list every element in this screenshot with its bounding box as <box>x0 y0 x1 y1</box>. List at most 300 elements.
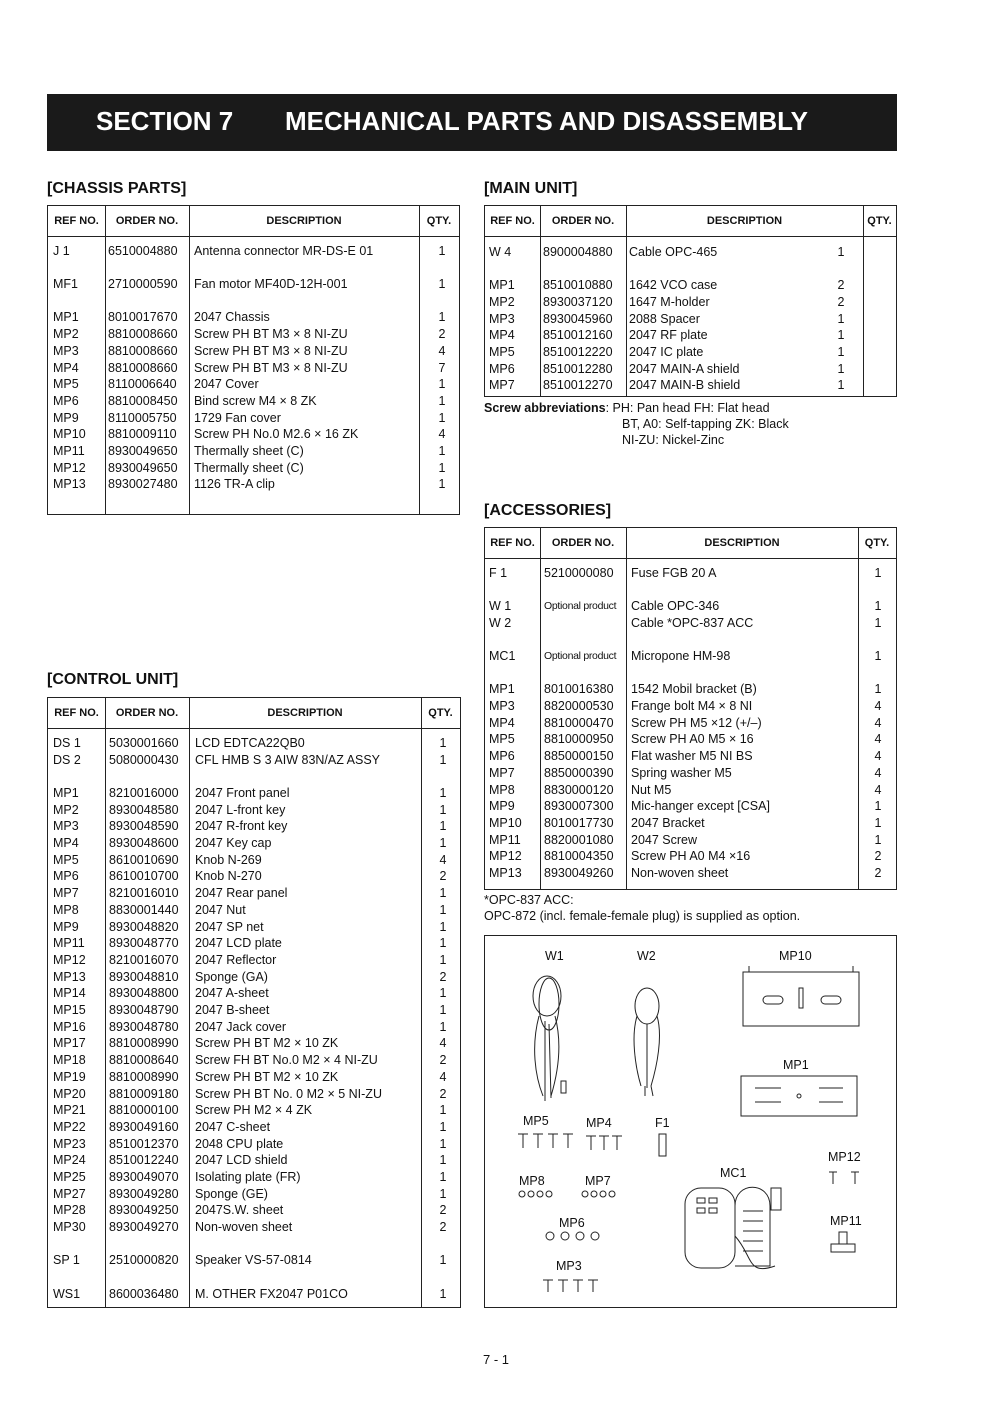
label-mp12: MP12 <box>828 1150 861 1164</box>
cell-qty: 4 <box>439 1036 447 1051</box>
table-row <box>48 426 459 443</box>
cell-ref: MP12 <box>53 952 86 967</box>
opc-note-line1: *OPC-837 ACC: <box>484 893 574 907</box>
cell-order: 8930048770 <box>109 936 179 951</box>
cell-order: 8930048580 <box>109 802 179 817</box>
washers-mp6-icon <box>546 1232 599 1240</box>
cell-order: 8930048600 <box>109 836 179 850</box>
cell-desc: Cable OPC-465 <box>629 245 718 259</box>
cell-desc: 2047 B-sheet <box>195 1003 270 1017</box>
cell-qty: 4 <box>874 732 882 747</box>
cell-desc: Thermally sheet (C) <box>194 460 304 475</box>
cell-order: 8930049260 <box>544 866 614 880</box>
cell-ref: MP1 <box>53 785 79 800</box>
cell-desc: 2047 Reflector <box>195 952 277 967</box>
cell-order: 8930048780 <box>109 1019 179 1034</box>
cell-desc: 1729 Fan cover <box>194 410 281 425</box>
cell-qty: 1 <box>438 460 446 475</box>
cell-qty: 1 <box>439 986 447 1001</box>
cell-order: 8510012240 <box>109 1153 179 1168</box>
label-mp3: MP3 <box>556 1259 582 1273</box>
cell-ref: MP16 <box>53 1019 86 1034</box>
cell-qty: 1 <box>438 244 446 258</box>
header-desc: DESCRIPTION <box>704 537 780 549</box>
cell-order: 8610010700 <box>109 869 179 884</box>
cell-ref: MP7 <box>489 378 515 393</box>
table-row <box>48 802 460 819</box>
cell-ref: MP6 <box>489 749 515 764</box>
table-row <box>48 393 459 410</box>
cell-qty: 1 <box>439 1286 447 1301</box>
chassis-parts-table <box>47 205 460 515</box>
cell-desc: 2047 LCD plate <box>195 936 282 951</box>
label-mp10: MP10 <box>779 949 812 963</box>
cell-desc: M. OTHER FX2047 P01CO <box>195 1286 348 1301</box>
table-row <box>485 782 896 799</box>
accessories-illustration <box>484 935 897 1308</box>
cell-ref: MP4 <box>53 360 79 375</box>
table-row <box>485 865 896 882</box>
table-row <box>48 985 460 1002</box>
cell-ref: MP8 <box>489 782 515 797</box>
cell-qty: 1 <box>874 599 882 614</box>
table-row <box>48 852 460 869</box>
cell-ref: W 1 <box>489 599 512 614</box>
table-row <box>485 815 896 832</box>
table-row <box>48 343 459 360</box>
cell-desc: LCD EDTCA22QB0 <box>195 736 305 750</box>
cell-qty: 4 <box>874 749 882 764</box>
cell-desc: 2047 Screw <box>631 832 698 847</box>
table-row <box>48 752 460 769</box>
cell-qty: 2 <box>837 278 845 293</box>
cell-ref: MP10 <box>53 427 86 442</box>
cell-order: 8900004880 <box>543 245 613 259</box>
cell-ref: MP5 <box>53 852 79 867</box>
screws-mp4-icon <box>586 1136 622 1150</box>
cell-qty: 1 <box>439 819 447 834</box>
cell-order: 8210016000 <box>109 785 179 800</box>
label-mp8: MP8 <box>519 1174 545 1188</box>
cell-order: 2510000820 <box>109 1253 179 1268</box>
table-row <box>48 1186 460 1203</box>
label-mp1: MP1 <box>783 1058 809 1072</box>
cell-order: 8810004350 <box>544 849 614 864</box>
cell-desc: 2047 MAIN-B shield <box>629 378 741 393</box>
header-ref: REF NO. <box>490 215 535 227</box>
header-qty: QTY. <box>867 215 892 227</box>
cell-desc: Speaker VS-57-0814 <box>195 1253 312 1268</box>
table-row <box>485 327 896 344</box>
header-order: ORDER NO. <box>115 707 179 719</box>
cell-qty: 1 <box>439 1186 447 1201</box>
cell-qty: 1 <box>837 345 845 359</box>
cell-qty: 1 <box>439 1170 447 1184</box>
screws-mp5-icon <box>518 1134 573 1148</box>
cell-ref: MP5 <box>489 345 515 359</box>
header-ref: REF NO. <box>54 707 99 719</box>
cell-qty: 4 <box>874 715 882 730</box>
table-row <box>48 1169 460 1186</box>
header-order: ORDER NO. <box>551 537 615 549</box>
cell-qty: 4 <box>439 1069 447 1084</box>
cell-ref: MP8 <box>53 902 79 917</box>
bracket-mp10-icon <box>743 966 859 1026</box>
table-row <box>48 443 459 460</box>
cell-ref: MP6 <box>53 869 79 884</box>
cell-desc: 2047 Bracket <box>631 815 705 830</box>
main-unit-heading: [MAIN UNIT] <box>484 180 578 197</box>
table-row <box>48 1052 460 1069</box>
cell-order: 8810008660 <box>108 343 178 358</box>
cell-desc: 1126 TR-A clip <box>194 477 275 492</box>
bracket-mp1-icon <box>741 1076 857 1116</box>
table-row <box>485 648 896 665</box>
cell-order: 8210016070 <box>109 952 179 967</box>
table-row <box>48 952 460 969</box>
cell-order: 8810009180 <box>109 1086 179 1101</box>
table-row <box>48 360 459 377</box>
screw-abbr-label: Screw abbreviations <box>484 401 606 415</box>
cell-qty: 1 <box>874 832 882 847</box>
cell-ref: MP2 <box>53 802 79 817</box>
cell-ref: W 2 <box>489 615 512 630</box>
screw-abbreviations <box>484 400 770 416</box>
cell-order: 8930048810 <box>109 969 179 984</box>
cell-qty: 1 <box>438 377 446 392</box>
label-f1: F1 <box>655 1116 670 1130</box>
cell-ref: MP3 <box>53 819 79 834</box>
cell-desc: 2047 C-sheet <box>195 1119 271 1134</box>
cell-ref: MP4 <box>489 715 515 730</box>
cell-qty: 1 <box>837 378 845 393</box>
cell-ref: MP1 <box>489 682 515 697</box>
cell-order: 8510012280 <box>543 361 613 376</box>
header-qty: QTY. <box>428 707 453 719</box>
cell-ref: MP9 <box>489 799 515 814</box>
header-desc: DESCRIPTION <box>267 707 343 719</box>
cell-qty: 1 <box>874 649 882 664</box>
header-qty: QTY. <box>864 537 890 549</box>
cell-qty: 2 <box>439 1203 447 1218</box>
cell-qty: 4 <box>438 343 446 358</box>
cell-desc: 2047 R-front key <box>195 819 288 834</box>
cell-order: 8850000150 <box>544 749 614 764</box>
cell-ref: MP13 <box>53 969 86 984</box>
cell-ref: MP28 <box>53 1203 86 1218</box>
cell-order: 8830001440 <box>109 902 179 917</box>
cell-qty: 1 <box>439 1253 447 1268</box>
cell-ref: F 1 <box>489 566 508 580</box>
cell-order: Optional product <box>544 600 617 613</box>
label-mp7: MP7 <box>585 1174 611 1188</box>
cell-ref: MP7 <box>53 886 79 901</box>
label-mp5: MP5 <box>523 1114 549 1128</box>
cell-qty: 1 <box>837 361 845 376</box>
cell-ref: MC1 <box>489 649 516 664</box>
cell-order: 8810008660 <box>108 327 178 342</box>
header-order: ORDER NO. <box>551 215 615 227</box>
cell-desc: Screw FH BT No.0 M2 × 4 NI-ZU <box>195 1053 378 1068</box>
cell-qty: 1 <box>837 311 845 326</box>
cell-order: 8810000950 <box>544 732 614 747</box>
cell-order: 8810008660 <box>108 360 178 375</box>
opc-note-line2: OPC-872 (incl. female-female plug) is supplied as option. <box>484 909 801 923</box>
cell-ref: MP5 <box>489 732 515 747</box>
cell-qty: 1 <box>439 1136 447 1151</box>
table-header <box>485 528 896 559</box>
cell-desc: Flat washer M5 NI BS <box>631 749 753 764</box>
cell-ref: MP3 <box>489 311 515 326</box>
cell-ref: W 4 <box>489 245 512 259</box>
cell-desc: Nut M5 <box>631 782 672 797</box>
table-row <box>485 244 896 261</box>
table-row <box>48 785 460 802</box>
cell-qty: 1 <box>837 245 845 259</box>
cell-order: 8510010880 <box>543 278 613 293</box>
cell-qty: 1 <box>439 836 447 850</box>
cell-ref: MP27 <box>53 1186 86 1201</box>
cell-order: 8600036480 <box>109 1286 179 1301</box>
cell-desc: Sponge (GE) <box>195 1186 268 1201</box>
table-row <box>48 1035 460 1052</box>
cell-order: 8930045960 <box>543 311 613 326</box>
cell-ref: MP25 <box>53 1170 86 1184</box>
table-row <box>48 935 460 952</box>
table-row <box>48 1019 460 1036</box>
label-mp11: MP11 <box>830 1214 862 1228</box>
table-row <box>485 765 896 782</box>
cell-desc: Screw PH BT M3 × 8 NI-ZU <box>194 327 348 342</box>
table-row <box>485 731 896 748</box>
screw-abbr-line2: BT, A0: Self-tapping ZK: Black <box>622 417 789 431</box>
cell-qty: 1 <box>439 1003 447 1017</box>
cell-order: 8010017730 <box>544 815 614 830</box>
section-number: SECTION 7 <box>96 106 234 136</box>
table-row <box>485 565 896 582</box>
cell-desc: Cable OPC-346 <box>631 599 720 614</box>
cell-order: 8930049650 <box>108 444 178 458</box>
cell-desc: Sponge (GA) <box>195 969 268 984</box>
cell-desc: Spring washer M5 <box>631 765 732 780</box>
cell-order: 8510012160 <box>543 328 613 343</box>
cell-order: 8930048590 <box>109 819 179 834</box>
page-number: 7 - 1 <box>482 1352 509 1367</box>
cell-order: 8210016010 <box>109 886 179 901</box>
table-row <box>48 835 460 852</box>
table-row <box>485 715 896 732</box>
cell-desc: Screw PH M5 ×12 (+/–) <box>631 715 762 730</box>
table-row <box>48 1119 460 1136</box>
cell-ref: MP11 <box>489 832 521 847</box>
cell-order: Optional product <box>544 650 617 663</box>
cell-desc: Frange bolt M4 × 8 NI <box>631 699 753 713</box>
header-ref: REF NO. <box>54 215 99 227</box>
cell-order: 8510012270 <box>543 378 613 393</box>
table-row <box>485 361 896 378</box>
header-desc: DESCRIPTION <box>706 215 783 227</box>
cell-ref: MP30 <box>53 1220 86 1235</box>
cell-qty: 2 <box>837 294 845 309</box>
cell-ref: MP18 <box>53 1053 86 1068</box>
parts-drawing <box>485 936 896 1307</box>
cell-desc: Non-woven sheet <box>631 866 729 880</box>
cell-desc: Screw PH A0 M5 × 16 <box>631 732 754 747</box>
cell-qty: 1 <box>439 952 447 967</box>
table-row <box>48 309 459 326</box>
table-row <box>48 902 460 919</box>
cell-ref: MP3 <box>53 343 79 358</box>
cell-qty: 1 <box>438 393 446 408</box>
cell-desc: Screw PH No.0 M2.6 × 16 ZK <box>194 427 359 442</box>
table-row <box>48 969 460 986</box>
cell-desc: Bind screw M4 × 8 ZK <box>194 393 317 408</box>
cell-desc: Isolating plate (FR) <box>195 1170 301 1184</box>
table-row <box>48 1069 460 1086</box>
label-mp4: MP4 <box>586 1116 612 1130</box>
cell-qty: 2 <box>439 1053 447 1068</box>
cell-qty: 1 <box>439 886 447 901</box>
cell-order: 8850000390 <box>544 765 614 780</box>
table-row <box>48 243 459 260</box>
table-row <box>485 598 896 615</box>
cell-desc: Thermally sheet (C) <box>194 444 304 458</box>
cell-ref: MP22 <box>53 1119 86 1134</box>
cell-ref: MP6 <box>53 393 79 408</box>
cell-ref: MP4 <box>489 328 515 343</box>
cell-ref: MP2 <box>489 294 515 309</box>
cell-desc: 2047 Rear panel <box>195 886 288 901</box>
cell-desc: 2047 RF plate <box>629 328 708 343</box>
accessories-table <box>484 527 897 890</box>
cell-desc: 2047 Key cap <box>195 836 272 850</box>
cell-ref: MP11 <box>53 936 85 951</box>
cell-desc: 2047 L-front key <box>195 802 286 817</box>
cell-qty: 1 <box>874 615 882 630</box>
cell-qty: 1 <box>439 752 447 767</box>
cell-qty: 1 <box>438 310 446 325</box>
cell-order: 8930049160 <box>109 1119 179 1134</box>
cell-qty: 4 <box>874 765 882 780</box>
cell-ref: J 1 <box>53 244 70 258</box>
cell-order: 5210000080 <box>544 566 614 580</box>
table-row <box>48 868 460 885</box>
cell-desc: 1542 Mobil bracket (B) <box>631 682 757 697</box>
cell-order: 8930037120 <box>543 294 613 309</box>
table-row <box>48 818 460 835</box>
cell-qty: 1 <box>439 1119 447 1134</box>
cell-desc: 2047 Cover <box>194 377 259 392</box>
label-w2: W2 <box>637 949 656 963</box>
cell-order: 8930048820 <box>109 919 179 934</box>
cell-desc: Fuse FGB 20 A <box>631 566 717 580</box>
table-row <box>485 681 896 698</box>
cell-qty: 1 <box>439 1153 447 1168</box>
cell-ref: MP9 <box>53 919 79 934</box>
cell-order: 6510004880 <box>108 244 178 258</box>
cell-qty: 1 <box>439 919 447 934</box>
cell-desc: Non-woven sheet <box>195 1220 293 1235</box>
cell-order: 8110006640 <box>108 377 177 392</box>
cell-ref: MP13 <box>489 866 522 880</box>
cell-qty: 4 <box>438 427 446 442</box>
cell-qty: 2 <box>439 1220 447 1235</box>
cell-qty: 1 <box>439 1103 447 1118</box>
cell-desc: Screw PH BT M3 × 8 NI-ZU <box>194 360 348 375</box>
cell-qty: 1 <box>837 328 845 343</box>
cell-ref: MP17 <box>53 1036 86 1051</box>
cell-desc: Micropone HM-98 <box>631 649 731 664</box>
cell-ref: MP2 <box>53 327 79 342</box>
cell-desc: 2047 IC plate <box>629 345 704 359</box>
cell-desc: 2088 Spacer <box>629 311 700 326</box>
microphone-mc1-icon <box>685 1187 781 1268</box>
cell-qty: 1 <box>439 736 447 750</box>
cell-order: 8930049280 <box>109 1186 179 1201</box>
cell-desc: Screw PH BT No. 0 M2 × 5 NI-ZU <box>195 1086 382 1101</box>
cell-qty: 1 <box>438 477 446 492</box>
cell-qty: 1 <box>438 277 446 292</box>
table-row <box>485 344 896 361</box>
cell-ref: MP12 <box>53 460 86 475</box>
cell-desc: Mic-hanger except [CSA] <box>631 799 770 814</box>
cell-desc: 2048 CPU plate <box>195 1136 284 1151</box>
screw-abbr-line3: NI-ZU: Nickel-Zinc <box>622 433 725 447</box>
cell-order: 2710000590 <box>108 277 178 292</box>
cell-ref: MP21 <box>53 1103 86 1118</box>
table-row <box>48 376 459 393</box>
cell-order: 8830000120 <box>544 782 614 797</box>
cell-ref: WS1 <box>53 1286 81 1301</box>
cell-ref: MP19 <box>53 1069 86 1084</box>
cell-ref: MP3 <box>489 699 515 713</box>
cell-order: 8930049650 <box>108 460 178 475</box>
table-row <box>48 919 460 936</box>
cell-order: 8010016380 <box>544 682 614 697</box>
cell-desc: Screw PH A0 M4 ×16 <box>631 849 751 864</box>
cell-desc: Antenna connector MR-DS-E 01 <box>194 244 374 258</box>
cell-qty: 2 <box>439 969 447 984</box>
table-row <box>485 798 896 815</box>
table-row <box>48 1286 460 1303</box>
screw-abbr-line1: : PH: Pan head FH: Flat head <box>605 401 770 415</box>
cell-desc: Screw PH M2 × 4 ZK <box>195 1103 313 1118</box>
cell-desc: CFL HMB S 3 AIW 83N/AZ ASSY <box>195 752 381 767</box>
cell-qty: 2 <box>874 849 882 864</box>
table-row <box>48 326 459 343</box>
header-ref: REF NO. <box>490 537 535 549</box>
cell-desc: 2047S.W. sheet <box>195 1203 284 1218</box>
cell-ref: MP11 <box>53 444 85 458</box>
label-w1: W1 <box>545 949 564 963</box>
cell-ref: MP6 <box>489 361 515 376</box>
control-unit-table <box>47 697 461 1308</box>
cell-qty: 1 <box>439 1019 447 1034</box>
cell-qty: 1 <box>439 802 447 817</box>
cell-ref: MP9 <box>53 410 79 425</box>
cell-ref: MP12 <box>489 849 522 864</box>
table-row <box>48 460 459 477</box>
washers-mp7-icon <box>582 1191 615 1197</box>
cell-order: 8810008640 <box>109 1053 179 1068</box>
header-desc: DESCRIPTION <box>266 215 342 227</box>
table-row <box>48 1202 460 1219</box>
cell-qty: 1 <box>439 785 447 800</box>
cell-order: 8510012220 <box>543 345 613 359</box>
header-qty: QTY. <box>426 215 452 227</box>
cell-order: 8930049250 <box>109 1203 179 1218</box>
cell-qty: 2 <box>438 327 446 342</box>
